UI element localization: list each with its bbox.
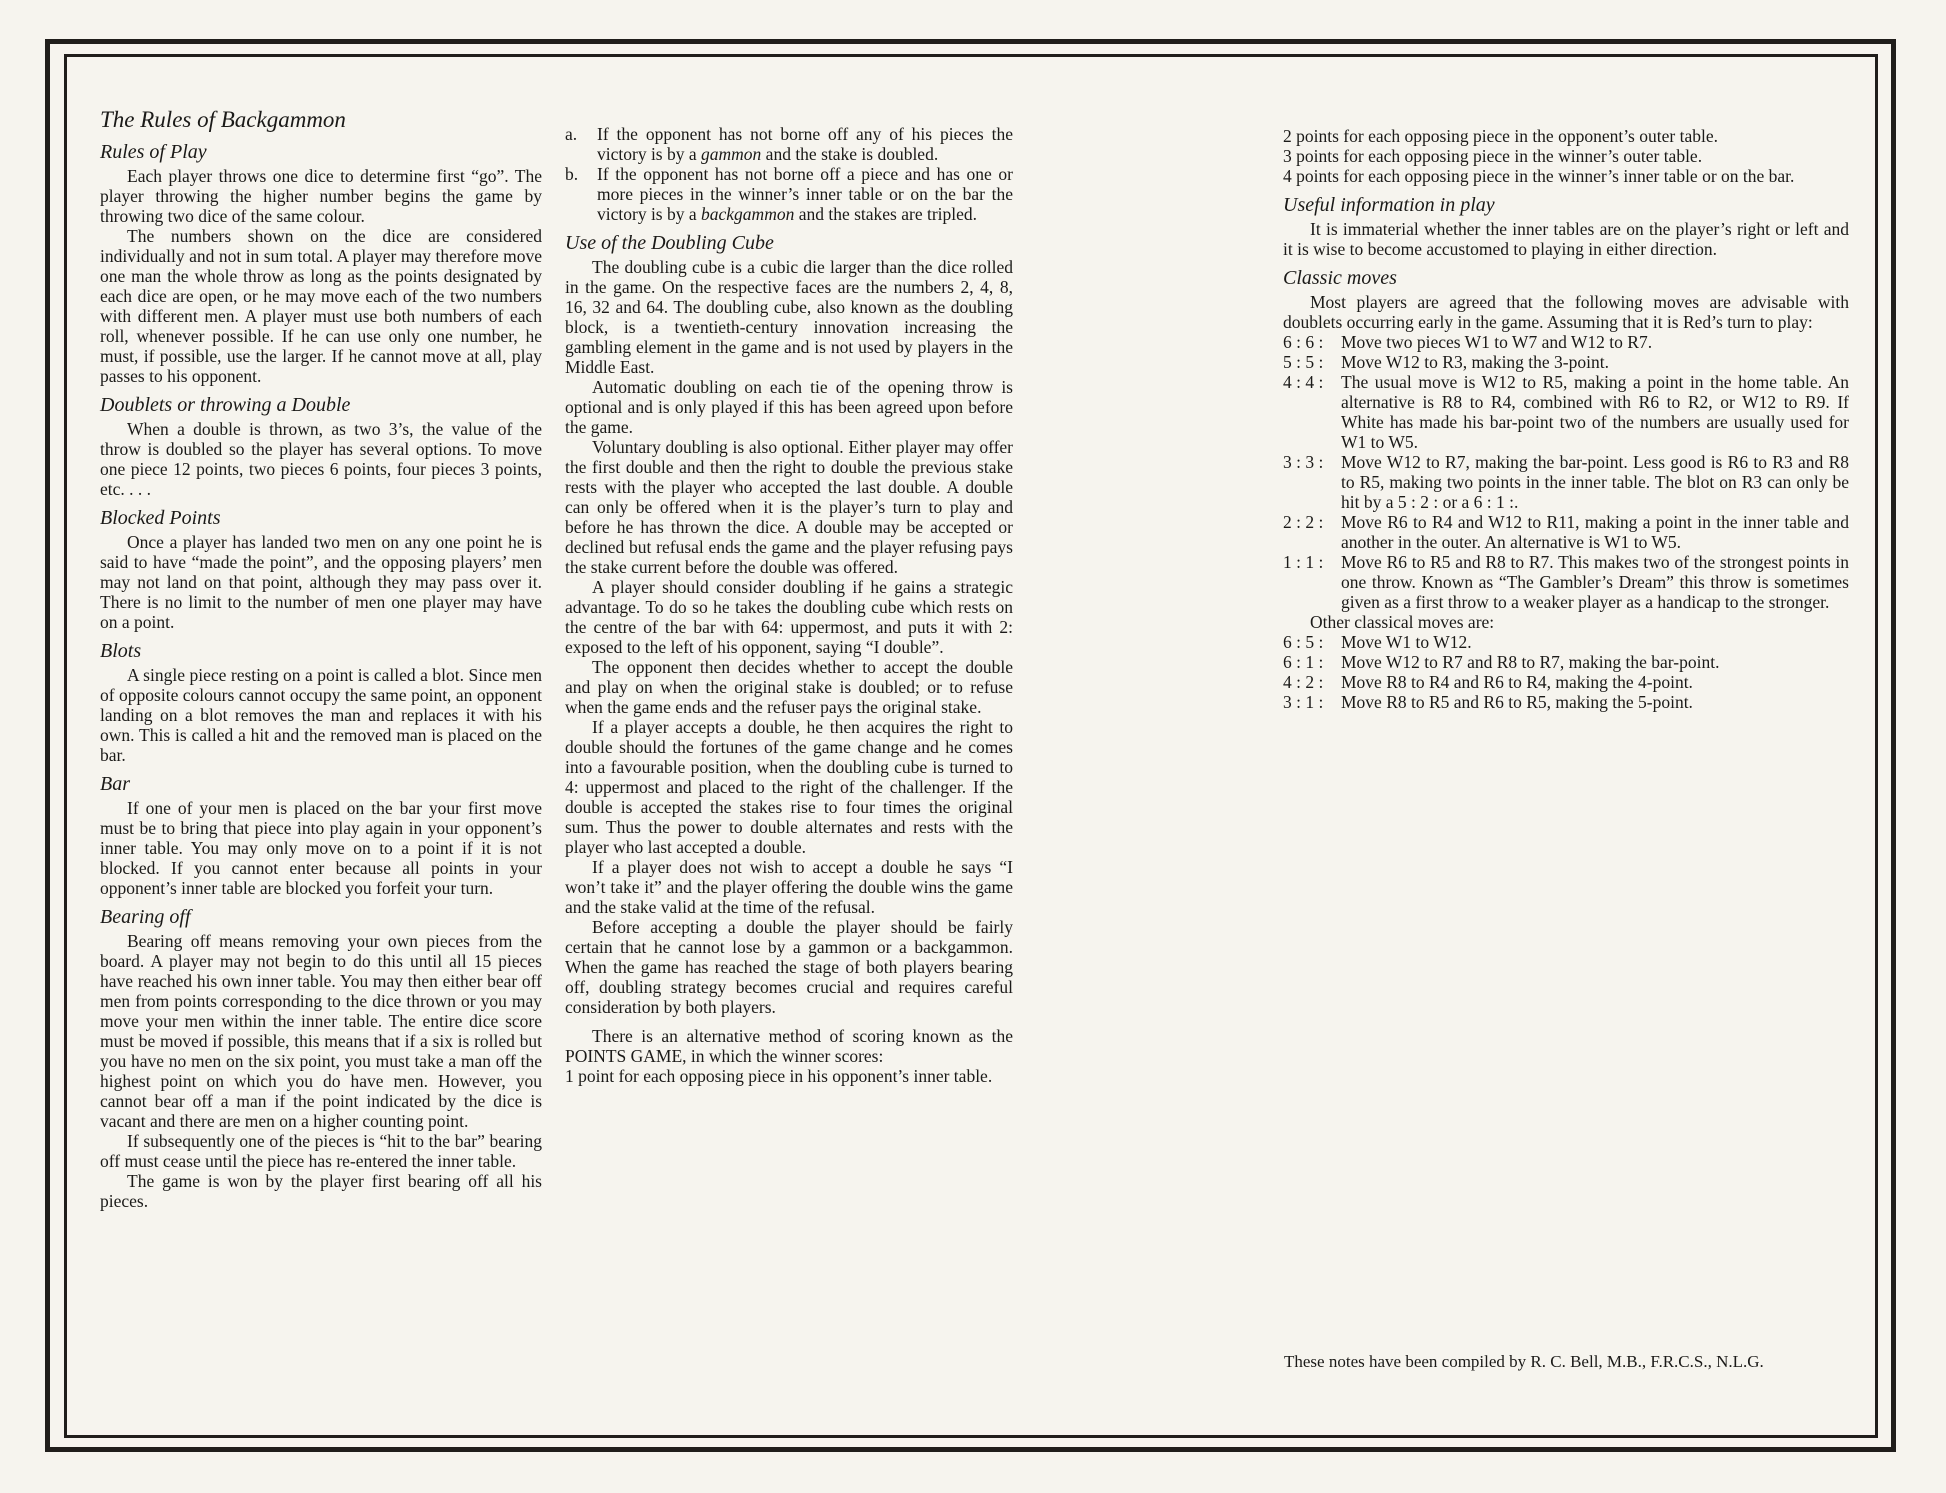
paragraph: Once a player has landed two men on any one point he is said to have “made the point”, and the opposing players’ men may not land on that point, although they may pass over it. There is no limit to the number of men one player may have on a point. — [100, 532, 542, 632]
document-title: The Rules of Backgammon — [100, 107, 346, 132]
item-text: Move W12 to R7 and R8 to R7, making the bar-point. — [1341, 652, 1720, 672]
paragraph: The game is won by the player first bearing off all his pieces. — [100, 1171, 542, 1211]
item-text: The usual move is W12 to R5, making a point in the home table. An alternative is R8 to R4, combined with R6 to R2, or W12 to R9. If White has made his bar-point two of the numbers are usually used for W1 to W5. — [1341, 372, 1849, 452]
paragraph: There is an alternative method of scoring known as the POINTS GAME, in which the winner scores: — [565, 1026, 1013, 1066]
item-marker: 6 : 6 : — [1283, 332, 1324, 352]
paragraph: Voluntary doubling is also optional. Either player may offer the first double and then the right to double the previous stake rests with the player who accepted the last double. A double can only be offered when it is the player’s turn to play and before he has thrown the dice. A double may be accepted or declined but refusal ends the game and the player refusing pays the stake current before the double was offered. — [565, 437, 1013, 577]
dice-move-item — [1283, 552, 1849, 612]
paragraph: Automatic doubling on each tie of the opening throw is optional and is only played if this has been agreed upon before the game. — [565, 377, 1013, 437]
paragraph: When a double is thrown, as two 3’s, the value of the throw is doubled so the player has several options. To move one piece 12 points, two pieces 6 points, four pieces 3 points, etc. . . . — [100, 419, 542, 499]
item-marker: a. — [565, 124, 578, 144]
dice-move-item — [1283, 372, 1849, 452]
item-text: Move W12 to R3, making the 3-point. — [1341, 352, 1609, 372]
dice-move-item — [1283, 352, 1849, 372]
paragraph: The numbers shown on the dice are considered individually and not in sum total. A player may therefore move one man the whole throw as long as the points designated by each dice are open, or he may move each of the two numbers with different men. A player must use both numbers of each roll, whenever possible. If he can use only one number, he must, if possible, use the larger. If he cannot move at all, play passes to his opponent. — [100, 226, 542, 386]
section-heading: Blocked Points — [100, 507, 221, 529]
section-heading: Useful information in play — [1283, 194, 1495, 216]
dice-move-item — [1283, 692, 1849, 712]
column-2 — [565, 124, 1013, 1086]
lettered-list-item — [565, 124, 1013, 164]
item-text: Move R8 to R4 and R6 to R4, making the 4-point. — [1341, 672, 1693, 692]
section-heading: Use of the Doubling Cube — [565, 232, 774, 254]
section-heading: Doublets or throwing a Double — [100, 394, 351, 416]
paragraph: If a player does not wish to accept a double he says “I won’t take it” and the player offering the double wins the game and the stake valid at the time of the refusal. — [565, 857, 1013, 917]
item-marker: b. — [565, 164, 579, 184]
item-marker: 4 : 4 : — [1283, 372, 1324, 392]
item-text: Move W12 to R7, making the bar-point. Less good is R6 to R3 and R8 to R5, making two points in the inner table. The blot on R3 can only be hit by a 5 : 2 : or a 6 : 1 :. — [1341, 452, 1849, 512]
dice-move-item — [1283, 512, 1849, 552]
item-marker: 5 : 5 : — [1283, 352, 1324, 372]
dice-move-item — [1283, 452, 1849, 512]
item-marker: 6 : 1 : — [1283, 652, 1324, 672]
paragraph: A single piece resting on a point is called a blot. Since men of opposite colours cannot occupy the same point, an opponent landing on a blot removes the man and replaces it with his own. This is called a hit and the removed man is placed on the bar. — [100, 665, 542, 765]
section-heading: Blots — [100, 640, 142, 662]
paragraph: 4 points for each opposing piece in the winner’s inner table or on the bar. — [1283, 166, 1795, 186]
item-marker: 3 : 1 : — [1283, 692, 1324, 712]
paragraph: If a player accepts a double, he then acquires the right to double should the fortunes of the game change and he comes into a favourable position, when the doubling cube is turned to 4: uppermost and placed to the right of the challenger. If the double is accepted the stakes rise to four times the original sum. Thus the power to double alternates and rests with the player who last accepted a double. — [565, 717, 1013, 857]
paragraph: 3 points for each opposing piece in the winner’s outer table. — [1283, 146, 1703, 166]
item-marker: 1 : 1 : — [1283, 552, 1324, 572]
paragraph: 2 points for each opposing piece in the opponent’s outer table. — [1283, 126, 1718, 146]
item-marker: 2 : 2 : — [1283, 512, 1324, 532]
section-heading: Rules of Play — [100, 141, 207, 163]
paragraph: Most players are agreed that the following moves are advisable with doublets occurring early in the game. Assuming that it is Red’s turn to play: — [1283, 292, 1849, 332]
item-text: Move W1 to W12. — [1341, 632, 1472, 652]
item-text: If the opponent has not borne off any of his pieces the victory is by a gammon and the stake is doubled. — [597, 124, 1013, 164]
item-text: If the opponent has not borne off a piece and has one or more pieces in the winner’s inner table or on the bar the victory is by a backgammon and the stakes are tripled. — [597, 164, 1013, 224]
paragraph: The opponent then decides whether to accept the double and play on when the original stake is doubled; or to refuse when the game ends and the refuser pays the original stake. — [565, 657, 1013, 717]
paragraph: A player should consider doubling if he gains a strategic advantage. To do so he takes the doubling cube which rests on the centre of the bar with 64: uppermost, and puts it with 2: exposed to the left of his opponent, saying “I double”. — [565, 577, 1013, 657]
dice-move-item — [1283, 632, 1849, 652]
item-marker: 3 : 3 : — [1283, 452, 1324, 472]
section-heading: Classic moves — [1283, 267, 1397, 289]
dice-move-item — [1283, 332, 1849, 352]
item-text: Move R6 to R5 and R8 to R7. This makes two of the strongest points in one throw. Known as “The Gambler’s Dream” this throw is sometimes given as a first throw to a weaker player as a handicap to the stronger. — [1341, 552, 1849, 612]
column-1 — [100, 106, 542, 1211]
item-text: Move R6 to R4 and W12 to R11, making a point in the inner table and another in the outer. An alternative is W1 to W5. — [1341, 512, 1849, 552]
paragraph: If one of your men is placed on the bar your first move must be to bring that piece into play again in your opponent’s inner table. You may only move on to a point if it is not blocked. If you cannot enter because all points in your opponent’s inner table are blocked you forfeit your turn. — [100, 798, 542, 898]
paragraph: If subsequently one of the pieces is “hit to the bar” bearing off must cease until the piece has re-entered the inner table. — [100, 1131, 542, 1171]
paragraph: It is immaterial whether the inner tables are on the player’s right or left and it is wise to become accustomed to playing in either direction. — [1283, 219, 1849, 259]
lettered-list-item — [565, 164, 1013, 224]
paragraph: Other classical moves are: — [1310, 612, 1495, 632]
item-marker: 4 : 2 : — [1283, 672, 1324, 692]
item-text: Move R8 to R5 and R6 to R5, making the 5-point. — [1341, 692, 1693, 712]
paragraph: 1 point for each opposing piece in his opponent’s inner table. — [565, 1066, 993, 1086]
paragraph: Before accepting a double the player should be fairly certain that he cannot lose by a gammon or a backgammon. When the game has reached the stage of both players bearing off, doubling strategy becomes crucial and requires careful consideration by both players. — [565, 917, 1013, 1017]
section-heading: Bar — [100, 773, 130, 795]
paragraph: The doubling cube is a cubic die larger than the dice rolled in the game. On the respective faces are the numbers 2, 4, 8, 16, 32 and 64. The doubling cube, also known as the doubling block, is a twentieth-century innovation increasing the gambling element in the game and is not used by players in the Middle East. — [565, 257, 1013, 377]
paragraph: Bearing off means removing your own pieces from the board. A player may not begin to do this until all 15 pieces have reached his own inner table. You may then either bear off men from points corresponding to the dice thrown or you may move your men within the inner table. The entire dice score must be moved if possible, this means that if a six is rolled but you have no men on the six point, you must take a man off the highest point on which you do have men. However, you cannot bear off a man if the point indicated by the dice is vacant and there are men on a higher counting point. — [100, 931, 542, 1131]
dice-move-item — [1283, 672, 1849, 692]
column-3 — [1283, 126, 1849, 712]
item-marker: 6 : 5 : — [1283, 632, 1324, 652]
section-heading: Bearing off — [100, 906, 191, 928]
dice-move-item — [1283, 652, 1849, 672]
paragraph: Each player throws one dice to determine first “go”. The player throwing the higher number begins the game by throwing two dice of the same colour. — [100, 166, 542, 226]
item-text: Move two pieces W1 to W7 and W12 to R7. — [1341, 332, 1653, 352]
attribution-line: These notes have been compiled by R. C. Bell, M.B., F.R.C.S., N.L.G. — [1284, 1352, 1764, 1371]
